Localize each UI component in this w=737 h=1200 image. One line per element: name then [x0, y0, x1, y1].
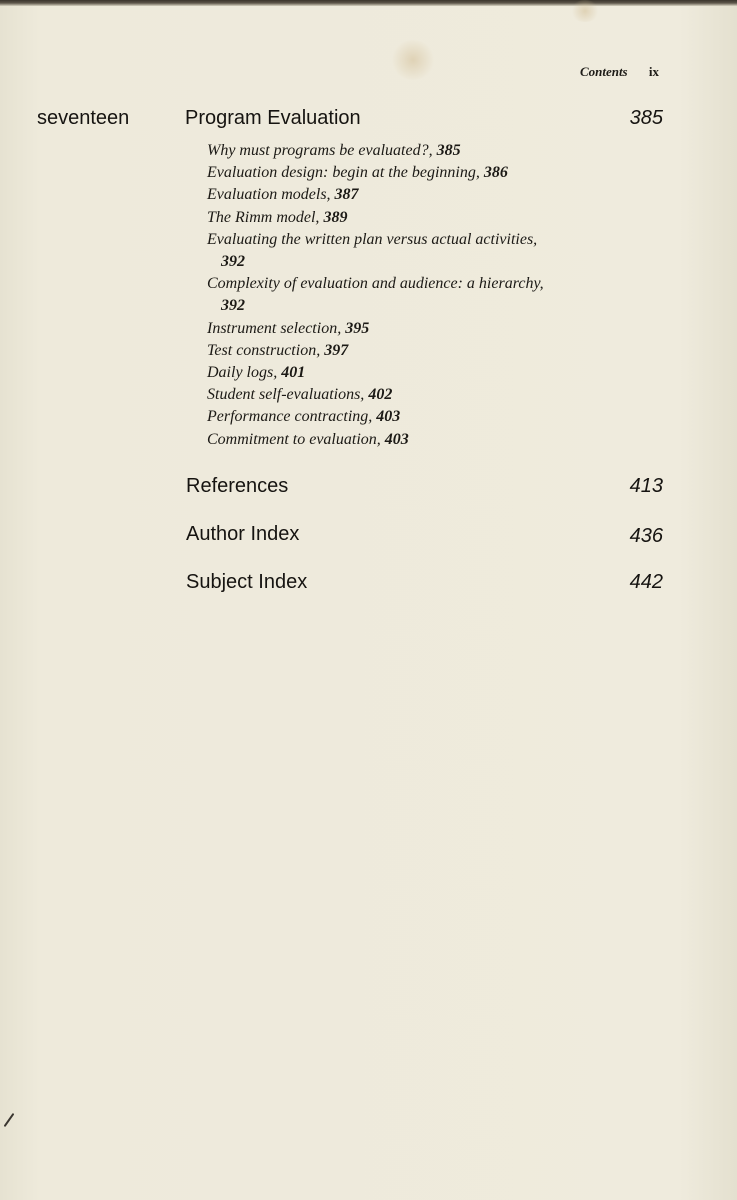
page-top-edge: [0, 0, 737, 6]
paper-stain: [390, 40, 436, 80]
topic-entry: [207, 162, 547, 184]
topic-page: 389: [323, 208, 348, 226]
running-head-page-number: ix: [648, 64, 659, 79]
topic-entry: [207, 184, 547, 206]
topic-text: Complexity of evaluation and audience: a hierarchy,: [207, 275, 544, 293]
topic-page: 386: [483, 164, 508, 182]
running-head: [580, 64, 659, 80]
author-index-page-number: 436: [629, 525, 663, 547]
chapter-topic-list: [207, 140, 547, 451]
chapter-number: seventeen: [37, 107, 130, 129]
topic-page: 392: [221, 253, 245, 271]
references-entry: References: [186, 475, 289, 497]
chapter-title: Program Evaluation: [185, 107, 361, 129]
pencil-mark: [4, 1113, 15, 1127]
author-index-entry: Author Index: [186, 523, 300, 545]
running-head-label: Contents: [579, 64, 628, 79]
subject-index-page-number: 442: [629, 571, 663, 593]
topic-entry: [207, 229, 547, 273]
topic-text: Daily logs,: [207, 364, 282, 382]
topic-text: Why must programs be evaluated?,: [207, 142, 437, 159]
topic-text: Evaluation models,: [207, 186, 335, 204]
topic-text: Evaluation design: begin at the beginning,: [207, 164, 484, 182]
topic-page: 387: [334, 186, 359, 204]
topic-entry: [207, 362, 547, 384]
subject-index-entry: Subject Index: [186, 571, 308, 593]
chapter-page-number: 385: [629, 107, 663, 129]
topic-entry: [207, 273, 547, 317]
topic-entry: [207, 340, 547, 362]
topic-text: Instrument selection,: [207, 319, 346, 337]
topic-text: Commitment to evaluation,: [207, 430, 385, 448]
topic-text: The Rimm model,: [207, 208, 324, 226]
topic-page: 403: [384, 430, 409, 448]
topic-text: Student self-evaluations,: [207, 386, 369, 404]
topic-text: Test construction,: [207, 341, 325, 359]
topic-entry: [207, 384, 547, 406]
paper-stain: [570, 0, 600, 22]
topic-page: 403: [376, 408, 401, 426]
topic-text: Performance contracting,: [207, 408, 377, 426]
topic-page: 402: [368, 386, 393, 404]
topic-entry: [207, 318, 547, 340]
topic-page: 401: [281, 364, 306, 382]
topic-text: Evaluating the written plan versus actual activities,: [207, 230, 538, 248]
topic-entry: [207, 140, 547, 162]
topic-page: 395: [345, 319, 370, 337]
topic-entry: [207, 207, 547, 229]
topic-page: 385: [436, 142, 461, 159]
topic-entry: [207, 406, 547, 428]
topic-page: 392: [221, 297, 245, 315]
references-page-number: 413: [629, 475, 663, 497]
topic-page: 397: [324, 341, 349, 359]
topic-entry: [207, 429, 547, 451]
